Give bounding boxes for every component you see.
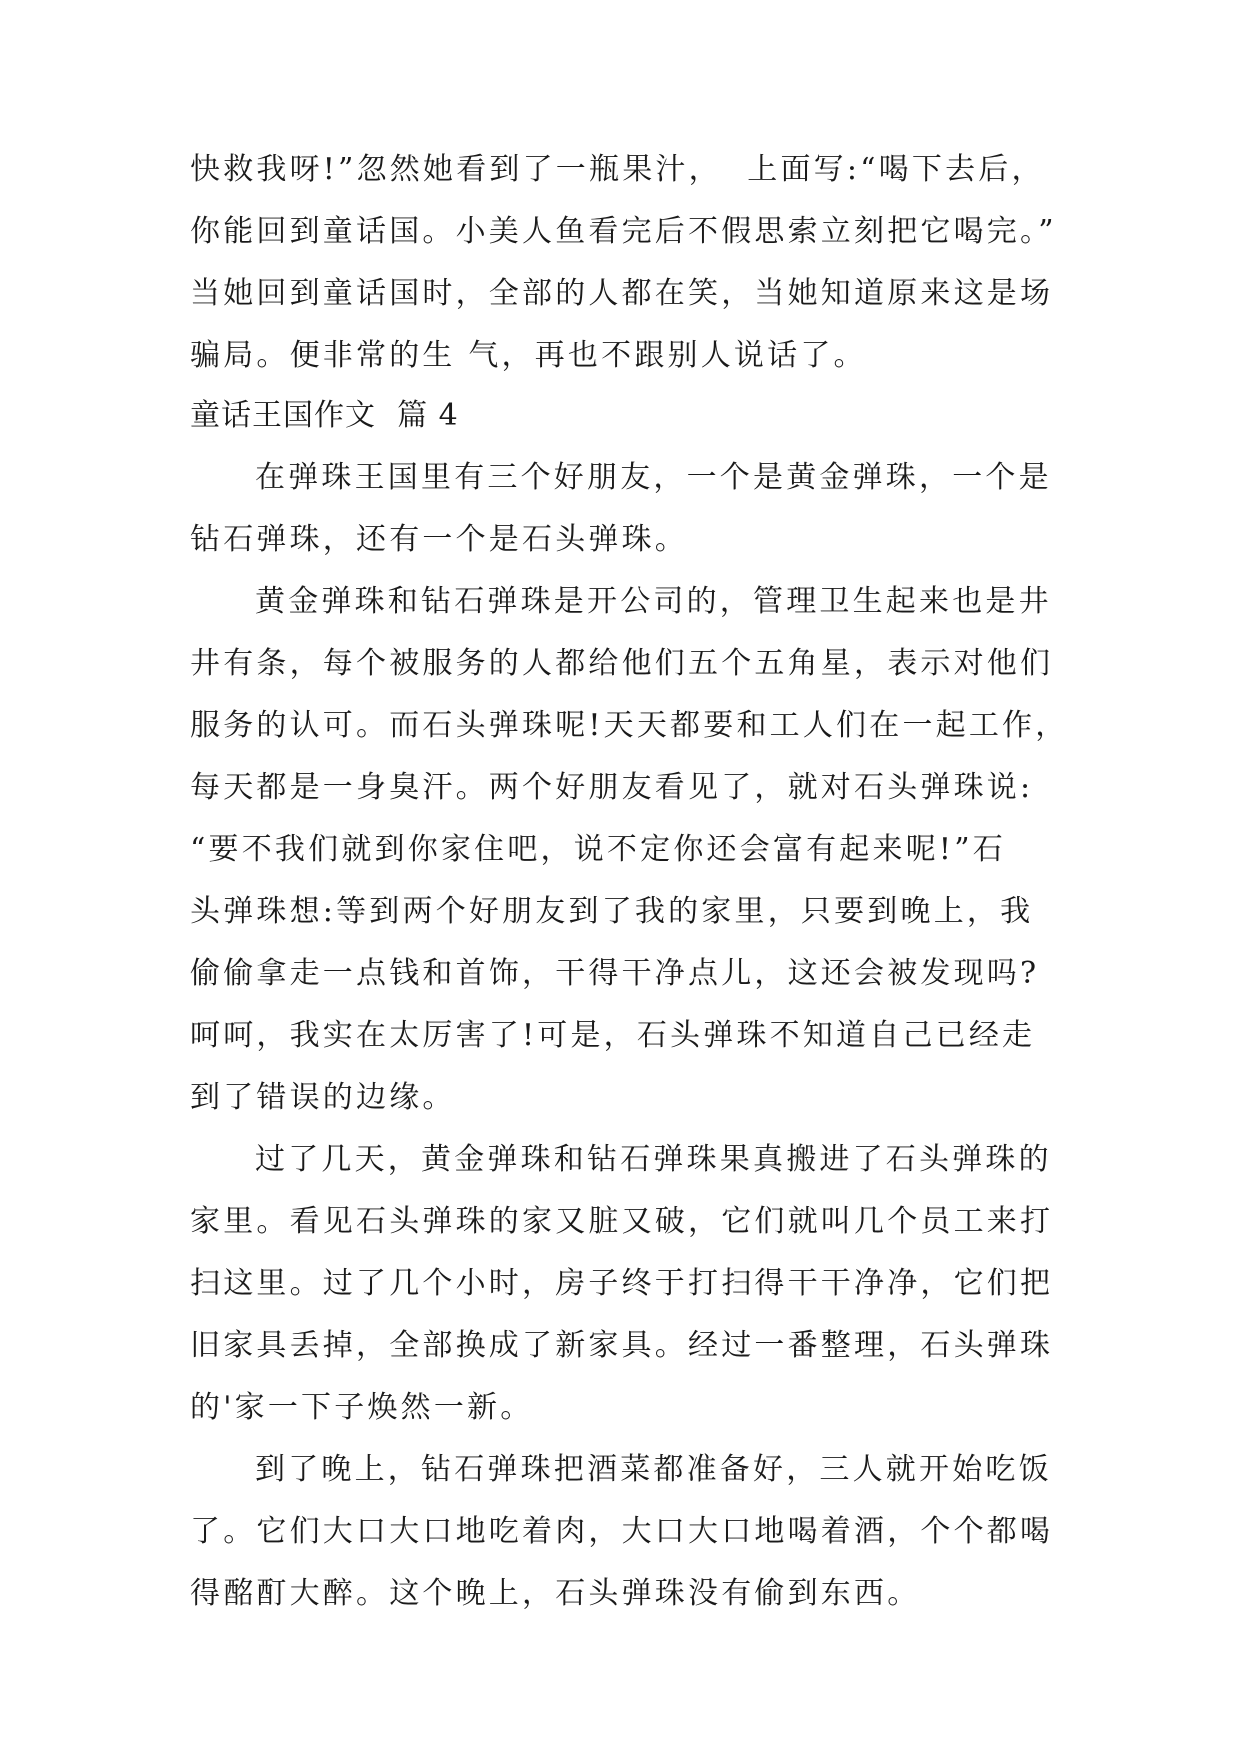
- text-line: 钻石弹珠，还有一个是石头弹珠。: [190, 522, 688, 557]
- text-line: 了。它们大口大口地吃着肉，大口大口地喝着酒，个个都喝: [190, 1514, 1054, 1549]
- text-line: 头弹珠想:等到两个好朋友到了我的家里，只要到晚上，我: [190, 894, 1034, 929]
- text-line: 家里。看见石头弹珠的家又脏又破，它们就叫几个员工来打: [190, 1204, 1054, 1239]
- section-heading: 童话王国作文 篇 4: [190, 398, 459, 433]
- text-line: 得酩酊大醉。这个晚上，石头弹珠没有偷到东西。: [190, 1576, 921, 1611]
- text-line: 当她回到童话国时，全部的人都在笑，当她知道原来这是场: [190, 276, 1054, 311]
- text-line: 服务的认可。而石头弹珠呢!天天都要和工人们在一起工作，: [190, 708, 1069, 743]
- text-line: 的'家一下子焕然一新。: [190, 1390, 534, 1425]
- text-line: 呵呵，我实在太厉害了!可是，石头弹珠不知道自己已经走: [190, 1018, 1036, 1053]
- text-line: “要不我们就到你家住吧，说不定你还会富有起来呢!”石: [190, 832, 1006, 867]
- text-line: 偷偷拿走一点钱和首饰，干得干净点儿，这还会被发现吗?: [190, 956, 1040, 991]
- text-line: 井有条，每个被服务的人都给他们五个五角星，表示对他们: [190, 646, 1054, 681]
- text-line: 旧家具丢掉，全部换成了新家具。经过一番整理，石头弹珠: [190, 1328, 1054, 1363]
- paragraph-first-line: 到了晚上，钻石弹珠把酒菜都准备好，三人就开始吃饭: [255, 1452, 1052, 1487]
- paragraph-first-line: 过了几天，黄金弹珠和钻石弹珠果真搬进了石头弹珠的: [255, 1142, 1052, 1177]
- text-line: 快救我呀!”忽然她看到了一瓶果汁， 上面写:“喝下去后，: [190, 152, 1045, 187]
- text-line: 骗局。便非常的生 气，再也不跟别人说话了。: [190, 338, 867, 373]
- text-line: 到了错误的边缘。: [190, 1080, 456, 1115]
- text-line: 你能回到童话国。小美人鱼看完后不假思索立刻把它喝完。”: [190, 214, 1057, 249]
- paragraph-first-line: 黄金弹珠和钻石弹珠是开公司的，管理卫生起来也是井: [255, 584, 1052, 619]
- text-line: 每天都是一身臭汗。两个好朋友看见了，就对石头弹珠说:: [190, 770, 1034, 805]
- text-line: 扫这里。过了几个小时，房子终于打扫得干干净净，它们把: [190, 1266, 1054, 1301]
- paragraph-first-line: 在弹珠王国里有三个好朋友，一个是黄金弹珠，一个是: [255, 460, 1052, 495]
